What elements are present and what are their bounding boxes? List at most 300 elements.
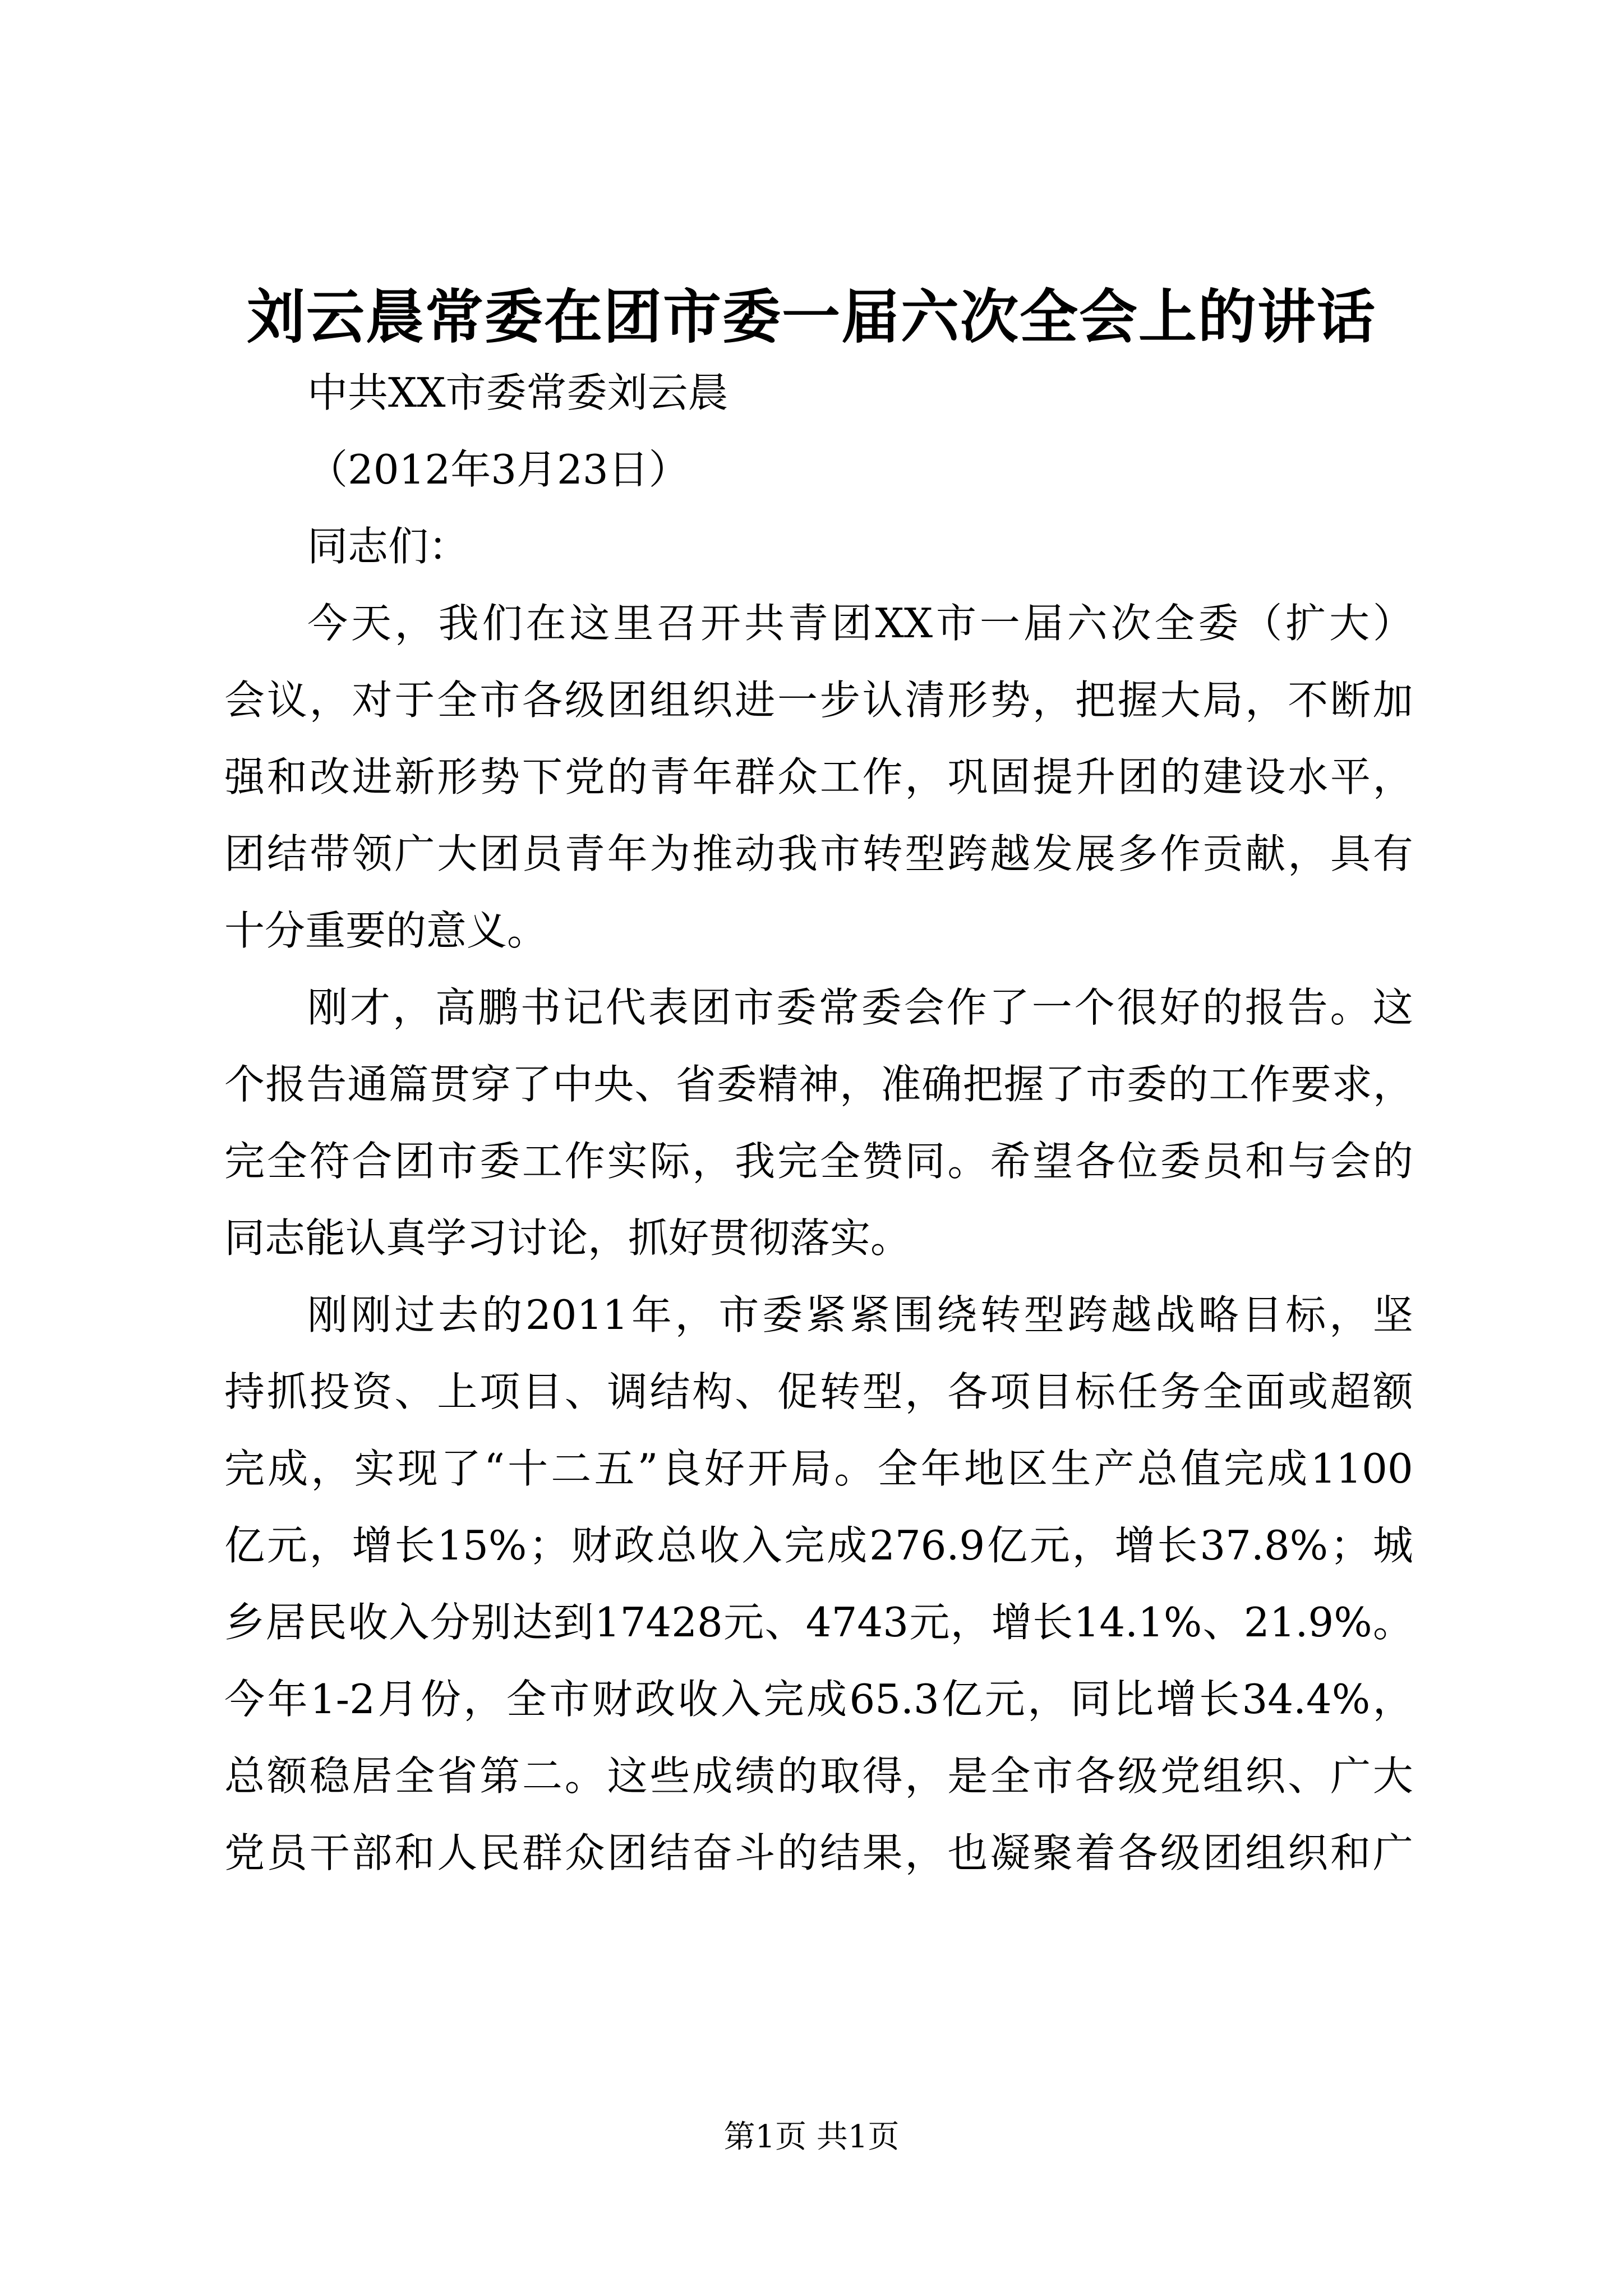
glyph-run: 收 (677, 1676, 718, 1723)
glyph-run: 大 (1329, 600, 1370, 647)
glyph-run: 把 (1075, 677, 1115, 724)
glyph-run: 设 (1245, 753, 1286, 800)
glyph-run: 委 (1198, 600, 1239, 647)
glyph-run: 里 (613, 600, 654, 647)
paragraph-line: 十分重要的意义。 (224, 907, 548, 954)
glyph-run: 这 (1372, 984, 1413, 1031)
glyph-run: 刚 (351, 1291, 391, 1338)
glyph-run: 这 (569, 600, 610, 647)
glyph-run: 目 (522, 1368, 562, 1415)
glyph-run: 的 (1168, 1061, 1209, 1108)
glyph-run: 元 (909, 1599, 950, 1646)
glyph-run: 人 (437, 1829, 478, 1876)
glyph-run: 握 (1003, 1061, 1044, 1108)
glyph-run: 政 (635, 1676, 676, 1723)
glyph-run: 团 (1202, 1829, 1243, 1876)
glyph-run: ， (1372, 1676, 1413, 1723)
glyph-run: 二 (551, 1445, 592, 1492)
glyph-run: 项 (990, 1368, 1031, 1415)
glyph-run: 下 (522, 753, 562, 800)
glyph-run: 篇 (388, 1061, 429, 1108)
glyph-run: 达 (512, 1599, 553, 1646)
glyph-run: 改 (309, 753, 350, 800)
glyph-run: 任 (1117, 1368, 1158, 1415)
glyph-run: 级 (564, 677, 605, 724)
glyph-run: 成 (692, 1752, 733, 1800)
glyph-run: 报 (265, 1061, 306, 1108)
glyph-run: 。 (834, 1445, 875, 1492)
glyph-run: 常 (818, 984, 859, 1031)
glyph-run: （ (1242, 600, 1283, 647)
glyph-run: 。 (564, 1752, 605, 1800)
glyph-run: 众 (564, 1829, 605, 1876)
glyph-run: 、 (634, 1061, 675, 1108)
glyph-run: 抓 (266, 1368, 307, 1415)
glyph-run: 财 (571, 1522, 612, 1569)
glyph-run: 调 (607, 1368, 648, 1415)
paragraph-line (224, 1661, 1413, 1738)
glyph-run: 我 (735, 1138, 776, 1185)
glyph-run: ， (1245, 677, 1286, 724)
glyph-run: 亿 (987, 1522, 1028, 1569)
glyph-run: 团 (690, 984, 731, 1031)
glyph-run: 完 (784, 1522, 825, 1569)
glyph-run: 合 (352, 1138, 393, 1185)
glyph-run: ， (905, 753, 946, 800)
glyph-run: 到 (553, 1599, 594, 1646)
document-title: 刘云晨常委在团市委一届六次全会上的讲话 (246, 282, 1376, 351)
glyph-run: 市 (935, 600, 976, 647)
glyph-run: 、 (1202, 1599, 1243, 1646)
glyph-run: 与 (1288, 1138, 1329, 1185)
glyph-run: 、 (564, 1368, 605, 1415)
glyph-run: 党 (1160, 1752, 1201, 1800)
glyph-run: 的 (777, 1829, 818, 1876)
glyph-run: 长 (394, 1522, 435, 1569)
glyph-run: 议 (266, 677, 307, 724)
glyph-run: 长 (1032, 1599, 1073, 1646)
glyph-run: 结 (266, 830, 307, 877)
glyph-run: 会 (224, 677, 265, 724)
glyph-run: 的 (607, 753, 648, 800)
glyph-run: 于 (394, 677, 435, 724)
glyph-run: 年 (607, 830, 648, 877)
glyph-run: 告 (1287, 984, 1328, 1031)
glyph-run: 总 (656, 1522, 697, 1569)
glyph-run: 展 (1075, 830, 1115, 877)
glyph-run: 居 (265, 1599, 306, 1646)
glyph-run: 会 (903, 984, 944, 1031)
glyph-run: 月 (377, 1676, 418, 1723)
glyph-run: ， (675, 1291, 716, 1338)
glyph-run: 作 (1249, 1061, 1290, 1108)
glyph-run: 元 (984, 1676, 1025, 1723)
glyph-run: “ (484, 1445, 505, 1492)
glyph-run: 市 (1085, 1061, 1126, 1108)
glyph-run: 目 (1032, 1368, 1073, 1415)
glyph-run: 发 (1032, 830, 1073, 877)
glyph-run: 断 (1330, 677, 1371, 724)
paragraph-line (224, 816, 1413, 892)
glyph-run: ） (1372, 600, 1413, 647)
glyph-run: 、 (764, 1599, 805, 1646)
glyph-run: 1-2 (310, 1676, 375, 1723)
glyph-run: 固 (990, 753, 1031, 800)
glyph-run: 跨 (1067, 1291, 1108, 1338)
glyph-run: ， (905, 1752, 946, 1800)
glyph-run: 员 (1202, 1138, 1243, 1185)
glyph-run: 团 (394, 1138, 435, 1185)
glyph-run: 紧 (849, 1291, 890, 1338)
glyph-run: 政 (614, 1522, 654, 1569)
glyph-run: 形 (437, 753, 478, 800)
glyph-run: 众 (777, 753, 818, 800)
glyph-run: 党 (564, 753, 605, 800)
glyph-run: 全 (990, 1752, 1031, 1800)
glyph-run: 市 (549, 1676, 590, 1723)
glyph-run: 局 (1202, 677, 1243, 724)
glyph-run: ， (905, 1829, 946, 1876)
glyph-run: 面 (1245, 1368, 1286, 1415)
glyph-run: 入 (721, 1676, 762, 1723)
glyph-run: 今 (224, 1676, 265, 1723)
glyph-run: 开 (700, 600, 741, 647)
paragraph-line (224, 1046, 1413, 1123)
glyph-run: 乡 (224, 1599, 265, 1646)
glyph-run: 五 (594, 1445, 635, 1492)
glyph-run: 标 (1075, 1368, 1115, 1415)
glyph-run: 部 (352, 1829, 393, 1876)
paragraph-line (224, 1738, 1413, 1815)
glyph-run: 青 (649, 753, 690, 800)
glyph-run: 认 (862, 677, 903, 724)
glyph-run: 坚 (1372, 1291, 1413, 1338)
glyph-run: 良 (661, 1445, 702, 1492)
glyph-run: 推 (692, 830, 733, 877)
glyph-run: 和 (1330, 1829, 1371, 1876)
glyph-run: 工 (819, 753, 860, 800)
glyph-run: 开 (748, 1445, 789, 1492)
glyph-run: 省 (675, 1061, 716, 1108)
glyph-run: 同 (905, 1138, 946, 1185)
glyph-run: 型 (1023, 1291, 1064, 1338)
glyph-run: 成 (827, 1522, 868, 1569)
glyph-run: 市 (1032, 1752, 1073, 1800)
glyph-run: 干 (309, 1829, 350, 1876)
glyph-run: 过 (394, 1291, 435, 1338)
glyph-run: 结 (649, 1368, 690, 1415)
glyph-run: 完 (777, 1138, 818, 1185)
glyph-run: ， (1032, 677, 1073, 724)
glyph-run: 转 (980, 1291, 1021, 1338)
glyph-run: 具 (1330, 830, 1371, 877)
glyph-run: 天 (351, 600, 391, 647)
glyph-run: 增 (1156, 1676, 1197, 1723)
glyph-run: 确 (921, 1061, 962, 1108)
glyph-run: 作 (946, 984, 987, 1031)
glyph-run: 各 (1075, 1138, 1115, 1185)
glyph-run: 中 (552, 1061, 593, 1108)
glyph-run: ； (1330, 1522, 1371, 1569)
glyph-run: 二 (522, 1752, 562, 1800)
glyph-run: 分 (430, 1599, 471, 1646)
glyph-run: 了 (511, 1061, 552, 1108)
glyph-run: 增 (991, 1599, 1032, 1646)
paragraph-line (224, 1277, 1413, 1354)
glyph-run: 织 (1288, 1829, 1329, 1876)
glyph-run: 进 (735, 677, 776, 724)
glyph-run: 升 (1075, 753, 1115, 800)
glyph-run: 步 (819, 677, 860, 724)
glyph-run: 总 (1137, 1445, 1178, 1492)
glyph-run: 17428 (594, 1599, 723, 1646)
glyph-run: 际 (649, 1138, 690, 1185)
glyph-run: 会 (1330, 1138, 1371, 1185)
glyph-run: 入 (741, 1522, 782, 1569)
glyph-run: ， (950, 1599, 991, 1646)
glyph-run: 绩 (735, 1752, 776, 1800)
glyph-run: 增 (352, 1522, 393, 1569)
glyph-run: 围 (893, 1291, 934, 1338)
glyph-run: 斗 (735, 1829, 776, 1876)
glyph-run: 城 (1372, 1522, 1413, 1569)
glyph-run: 各 (1075, 1752, 1115, 1800)
glyph-run: 团 (1117, 753, 1158, 800)
glyph-run: 形 (947, 677, 988, 724)
glyph-run: XX (875, 600, 933, 647)
glyph-run: 、 (1288, 1752, 1329, 1800)
glyph-run: 成 (1267, 1445, 1308, 1492)
glyph-run: 望 (1032, 1138, 1073, 1185)
glyph-run: 委 (762, 1291, 803, 1338)
glyph-run: 各 (947, 1368, 988, 1415)
glyph-run: 奋 (692, 1829, 733, 1876)
glyph-run: 央 (593, 1061, 634, 1108)
glyph-run: ” (637, 1445, 658, 1492)
glyph-run: 的 (1202, 984, 1243, 1031)
glyph-run: 完 (224, 1138, 265, 1185)
glyph-run: 局 (791, 1445, 832, 1492)
glyph-run: 现 (397, 1445, 438, 1492)
glyph-run: 转 (862, 830, 903, 877)
glyph-run: 水 (1288, 753, 1329, 800)
glyph-run: 37.8% (1200, 1522, 1329, 1569)
glyph-run: 赞 (862, 1138, 903, 1185)
glyph-run: 稳 (309, 1752, 350, 1800)
glyph-run: 市 (733, 984, 774, 1031)
glyph-run: 财 (592, 1676, 633, 1723)
glyph-run: 资 (352, 1368, 393, 1415)
glyph-run: 建 (1202, 753, 1243, 800)
glyph-run: ， (311, 1445, 352, 1492)
glyph-run: 4743 (805, 1599, 909, 1646)
glyph-run: 长 (1199, 1676, 1240, 1723)
glyph-run: 共 (744, 600, 785, 647)
glyph-run: 全 (1154, 600, 1195, 647)
glyph-run: 结 (649, 1829, 690, 1876)
glyph-run: 清 (905, 677, 946, 724)
paragraph-line (224, 1584, 1413, 1661)
glyph-run: 成 (806, 1676, 847, 1723)
glyph-run: 进 (352, 753, 393, 800)
glyph-run: 促 (777, 1368, 818, 1415)
glyph-run: 在 (525, 600, 566, 647)
glyph-run: 越 (990, 830, 1031, 877)
glyph-run: 个 (224, 1061, 265, 1108)
glyph-run: 广 (394, 830, 435, 877)
glyph-run: ， (392, 984, 433, 1031)
glyph-run: 广 (1330, 1752, 1371, 1800)
glyph-run: 市 (437, 1138, 478, 1185)
glyph-run: 值 (1180, 1445, 1221, 1492)
glyph-run: 21.9% (1243, 1599, 1372, 1646)
glyph-run: 委 (1127, 1061, 1168, 1108)
glyph-run: 产 (1094, 1445, 1135, 1492)
glyph-run: 群 (522, 1829, 562, 1876)
glyph-run: 项 (479, 1368, 520, 1415)
glyph-run: 民 (306, 1599, 347, 1646)
glyph-run: 年 (692, 753, 733, 800)
glyph-run: 紧 (805, 1291, 846, 1338)
glyph-run: 级 (1117, 1752, 1158, 1800)
glyph-run: 贡 (1202, 830, 1243, 877)
glyph-run: 组 (1202, 1752, 1243, 1800)
glyph-run: 高 (435, 984, 476, 1031)
glyph-run: 多 (1117, 830, 1158, 877)
glyph-run: 团 (479, 830, 520, 877)
glyph-run: 有 (1372, 830, 1413, 877)
glyph-run: 完 (763, 1676, 804, 1723)
glyph-run: 和 (266, 753, 307, 800)
glyph-run: 总 (224, 1752, 265, 1800)
glyph-run: 全 (1202, 1368, 1243, 1415)
glyph-run: ， (1072, 1522, 1113, 1569)
glyph-run: 年 (920, 1445, 961, 1492)
glyph-run: ， (1329, 1291, 1370, 1338)
glyph-run: 的 (1160, 753, 1201, 800)
paragraph-line (224, 662, 1413, 739)
glyph-run: ， (1027, 1676, 1068, 1723)
paragraph-line (224, 1354, 1413, 1430)
glyph-run: 战 (1155, 1291, 1196, 1338)
glyph-run: 书 (520, 984, 561, 1031)
glyph-run: 。 (1372, 1599, 1413, 1646)
glyph-run: 提 (1032, 753, 1073, 800)
glyph-run: 召 (657, 600, 698, 647)
glyph-run: 、 (394, 1368, 435, 1415)
glyph-run: 额 (1372, 1368, 1413, 1415)
paragraph-line: 中共XX市委常委刘云晨 (307, 369, 728, 416)
glyph-run: 平 (1330, 753, 1371, 800)
glyph-run: 把 (962, 1061, 1003, 1108)
glyph-run: 织 (692, 677, 733, 724)
glyph-run: 略 (1198, 1291, 1239, 1338)
glyph-run: 全 (266, 1138, 307, 1185)
glyph-run: 不 (1288, 677, 1329, 724)
glyph-run: 贯 (429, 1061, 470, 1108)
glyph-run: 刚 (307, 984, 348, 1031)
glyph-run: 我 (777, 830, 818, 877)
glyph-run: 加 (1372, 677, 1413, 724)
glyph-run: 绕 (937, 1291, 978, 1338)
glyph-run: 带 (309, 830, 350, 877)
glyph-run: 们 (482, 600, 523, 647)
glyph-run: 员 (522, 830, 562, 877)
glyph-run: 了 (440, 1445, 481, 1492)
glyph-run: 告 (306, 1061, 347, 1108)
glyph-run: 级 (1160, 1829, 1201, 1876)
glyph-run: 持 (224, 1368, 265, 1415)
glyph-run: 团 (607, 1829, 648, 1876)
glyph-run: 鹏 (477, 984, 518, 1031)
document-body (224, 355, 1413, 1892)
glyph-run: 亿 (942, 1676, 983, 1723)
glyph-run: 聚 (1032, 1829, 1073, 1876)
glyph-run: 民 (479, 1829, 520, 1876)
glyph-run: 新 (394, 753, 435, 800)
glyph-run: 势 (990, 677, 1031, 724)
glyph-run: 转 (819, 1368, 860, 1415)
glyph-run: 表 (648, 984, 689, 1031)
glyph-run: 很 (1117, 984, 1158, 1031)
glyph-run: 的 (482, 1291, 523, 1338)
glyph-run: ， (840, 1061, 880, 1108)
glyph-run: 团 (831, 600, 872, 647)
glyph-run: 今 (307, 600, 348, 647)
glyph-run: 长 (1157, 1522, 1198, 1569)
glyph-run: 和 (394, 1829, 435, 1876)
glyph-run: 目 (1242, 1291, 1283, 1338)
glyph-run: 居 (352, 1752, 393, 1800)
glyph-run: 团 (607, 677, 648, 724)
glyph-run: 增 (1114, 1522, 1155, 1569)
glyph-run: 委 (776, 984, 817, 1031)
glyph-run: 市 (718, 1291, 759, 1338)
glyph-run: 地 (963, 1445, 1004, 1492)
glyph-run: 市 (479, 677, 520, 724)
glyph-run: 组 (649, 677, 690, 724)
glyph-run: 元 (1029, 1522, 1070, 1569)
glyph-run: 凝 (990, 1829, 1031, 1876)
glyph-run: 委 (861, 984, 902, 1031)
glyph-run: 届 (1023, 600, 1064, 647)
glyph-run: 对 (352, 677, 393, 724)
paragraph-line (224, 585, 1413, 662)
glyph-run: 握 (1117, 677, 1158, 724)
glyph-run: 年 (631, 1291, 672, 1338)
glyph-run: 完 (1224, 1445, 1265, 1492)
glyph-run: 的 (1372, 1138, 1413, 1185)
glyph-run: 了 (1044, 1061, 1085, 1108)
glyph-run: ， (309, 1522, 350, 1569)
glyph-run: 希 (990, 1138, 1031, 1185)
glyph-run: 委 (716, 1061, 757, 1108)
glyph-run: 神 (798, 1061, 839, 1108)
glyph-run: 生 (1050, 1445, 1091, 1492)
glyph-run: 大 (437, 830, 478, 877)
glyph-run: 实 (354, 1445, 395, 1492)
glyph-run: 份 (420, 1676, 461, 1723)
glyph-run: 全 (877, 1445, 918, 1492)
glyph-run: 织 (1245, 1752, 1286, 1800)
glyph-run: 上 (437, 1368, 478, 1415)
glyph-run: 广 (1372, 1829, 1413, 1876)
glyph-run: 区 (1007, 1445, 1048, 1492)
glyph-run: 去 (438, 1291, 479, 1338)
glyph-run: 我 (438, 600, 479, 647)
glyph-run: 一 (1031, 984, 1072, 1031)
glyph-run: 领 (352, 830, 393, 877)
